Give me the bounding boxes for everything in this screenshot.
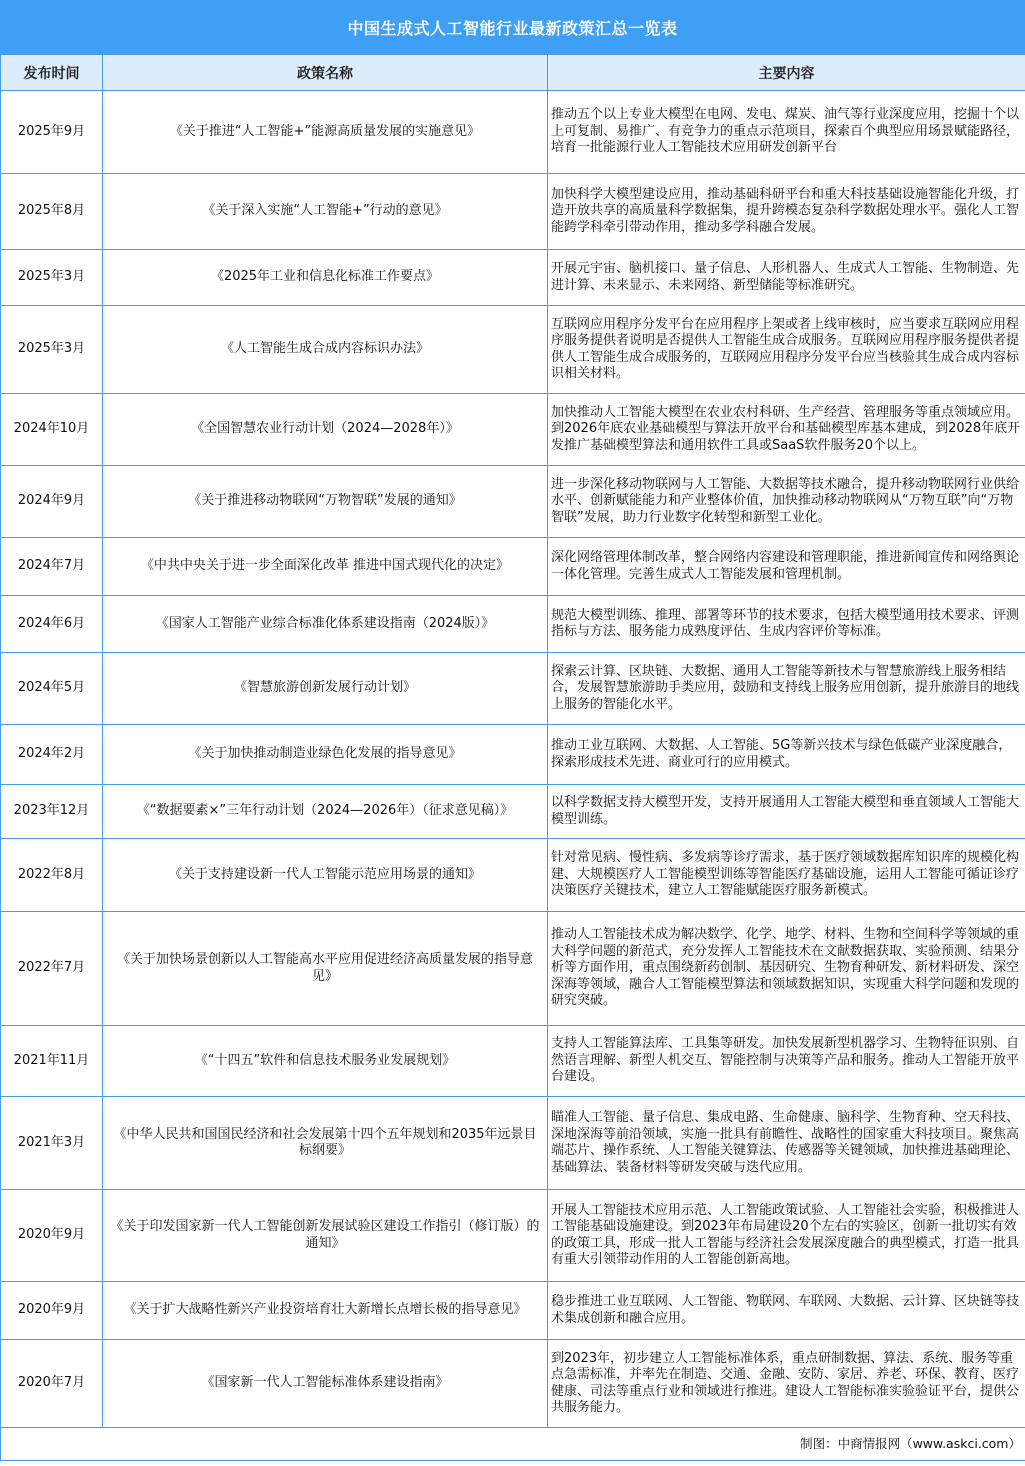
- policy-date: 2024年6月: [1, 596, 103, 653]
- column-header-date: 发布时间: [1, 55, 103, 91]
- policy-date: 2025年9月: [1, 91, 103, 174]
- table-row: [1, 91, 1025, 174]
- policy-content: 稳步推进工业互联网、人工智能、物联网、车联网、大数据、云计算、区块链等技术集成创新和融合应用。: [548, 1282, 1025, 1340]
- table-row: [1, 1097, 1025, 1190]
- policy-date: 2023年12月: [1, 785, 103, 839]
- table-row: [1, 538, 1025, 596]
- policy-date: 2020年9月: [1, 1282, 103, 1340]
- policy-name: 《2025年工业和信息化标准工作要点》: [103, 250, 548, 306]
- policy-name: 《智慧旅游创新发展行动计划》: [103, 653, 548, 725]
- policy-content: 支持人工智能算法库、工具集等研发。加快发展新型机器学习、生物特征识别、自然语言理解、新型人机交互、智能控制与决策等产品和服务。推动人工智能开放平台建设。: [548, 1026, 1025, 1097]
- policy-name: 《关于深入实施“人工智能+”行动的意见》: [103, 174, 548, 250]
- policy-content: 规范大模型训练、推理、部署等环节的技术要求，包括大模型通用技术要求、评测指标与方法、服务能力成熟度评估、生成内容评价等标准。: [548, 596, 1025, 653]
- table-row: [1, 250, 1025, 306]
- policy-name: 《关于扩大战略性新兴产业投资培育壮大新增长点增长极的指导意见》: [103, 1282, 548, 1340]
- policy-name: 《关于加快推动制造业绿色化发展的指导意见》: [103, 725, 548, 785]
- table-row: [1, 1190, 1025, 1282]
- policy-name: 《“数据要素×”三年行动计划（2024—2026年）（征求意见稿）》: [103, 785, 548, 839]
- policy-name: 《关于加快场景创新以人工智能高水平应用促进经济高质量发展的指导意见》: [103, 912, 548, 1026]
- policy-date: 2020年9月: [1, 1190, 103, 1282]
- table-row: [1, 466, 1025, 538]
- table-row: [1, 1340, 1025, 1428]
- policy-content: 加快推动人工智能大模型在农业农村科研、生产经营、管理服务等重点领域应用。到2026年底农业基础模型与算法开放平台和基础模型库基本建成，到2028年底开发推广基础模型算法和通用软件工具或SaaS软件服务20个以上。: [548, 394, 1025, 466]
- policy-content: 加快科学大模型建设应用，推动基础科研平台和重大科技基础设施智能化升级，打造开放共享的高质量科学数据集，提升跨模态复杂科学数据处理水平。强化人工智能跨学科牵引带动作用，推动多学科融合发展。: [548, 174, 1025, 250]
- table-row: [1, 653, 1025, 725]
- policy-date: 2022年8月: [1, 839, 103, 912]
- policy-name: 《人工智能生成合成内容标识办法》: [103, 306, 548, 394]
- policy-content: 互联网应用程序分发平台在应用程序上架或者上线审核时，应当要求互联网应用程序服务提供者说明是否提供人工智能生成合成服务。互联网应用程序服务提供者提供人工智能生成合成服务的，互联网应用程序分发平台应当核验其生成合成内容标识相关材料。: [548, 306, 1025, 394]
- policy-date: 2024年2月: [1, 725, 103, 785]
- column-header-policy-name: 政策名称: [103, 55, 548, 91]
- table-row: [1, 394, 1025, 466]
- policy-date: 2024年10月: [1, 394, 103, 466]
- policy-name: 《关于推进“人工智能+”能源高质量发展的实施意见》: [103, 91, 548, 174]
- table-row: [1, 174, 1025, 250]
- policy-content: 瞄准人工智能、量子信息、集成电路、生命健康、脑科学、生物育种、空天科技、深地深海等前沿领域，实施一批具有前瞻性、战略性的国家重大科技项目。聚焦高端芯片、操作系统、人工智能关键算法、传感器等关键领域，加快推进基础理论、基础算法、装备材料等研发突破与迭代应用。: [548, 1097, 1025, 1190]
- policy-date: 2020年7月: [1, 1340, 103, 1428]
- policy-date: 2021年3月: [1, 1097, 103, 1190]
- policy-content: 深化网络管理体制改革，整合网络内容建设和管理职能，推进新闻宣传和网络舆论一体化管理。完善生成式人工智能发展和管理机制。: [548, 538, 1025, 596]
- table-row: [1, 1026, 1025, 1097]
- table-header-row: [1, 55, 1025, 91]
- policy-content: 推动人工智能技术成为解决数学、化学、地学、材料、生物和空间科学等领域的重大科学问题的新范式，充分发挥人工智能技术在文献数据获取、实验预测、结果分析等方面作用，重点围绕新药创制、基因研究、生物育种研发、新材料研发、深空深海等领域，融合人工智能模型算法和领域数据知识，实现重大科学问题和发现的研究突破。: [548, 912, 1025, 1026]
- policy-date: 2025年8月: [1, 174, 103, 250]
- policy-name: 《全国智慧农业行动计划（2024—2028年）》: [103, 394, 548, 466]
- policy-content: 针对常见病、慢性病、多发病等诊疗需求，基于医疗领域数据库知识库的规模化构建、大规模医疗人工智能模型训练等智能医疗基础设施，运用人工智能可循证诊疗决策医疗关键技术，建立人工智能赋能医疗服务新模式。: [548, 839, 1025, 912]
- policy-name: 《中华人民共和国国民经济和社会发展第十四个五年规划和2035年远景目标纲要》: [103, 1097, 548, 1190]
- table-row: [1, 306, 1025, 394]
- policy-name: 《关于印发国家新一代人工智能创新发展试验区建设工作指引（修订版）的通知》: [103, 1190, 548, 1282]
- policy-content: 到2023年，初步建立人工智能标准体系，重点研制数据、算法、系统、服务等重点急需标准，并率先在制造、交通、金融、安防、家居、养老、环保、教育、医疗健康、司法等重点行业和领域进行推进。建设人工智能标准实验验证平台，提供公共服务能力。: [548, 1340, 1025, 1428]
- policy-date: 2025年3月: [1, 306, 103, 394]
- policy-content: 开展元宇宙、脑机接口、量子信息、人形机器人、生成式人工智能、生物制造、先进计算、未来显示、未来网络、新型储能等标准研究。: [548, 250, 1025, 306]
- policy-name: 《“十四五”软件和信息技术服务业发展规划》: [103, 1026, 548, 1097]
- policy-name: 《国家新一代人工智能标准体系建设指南》: [103, 1340, 548, 1428]
- policy-name: 《关于推进移动物联网“万物智联”发展的通知》: [103, 466, 548, 538]
- table-row: [1, 785, 1025, 839]
- policy-date: 2025年3月: [1, 250, 103, 306]
- table-row: [1, 596, 1025, 653]
- policy-content: 探索云计算、区块链、大数据、通用人工智能等新技术与智慧旅游线上服务相结合，发展智慧旅游助手类应用，鼓励和支持线上服务应用创新，提升旅游目的地线上服务的智能化水平。: [548, 653, 1025, 725]
- table-row: [1, 912, 1025, 1026]
- policy-name: 《中共中央关于进一步全面深化改革 推进中国式现代化的决定》: [103, 538, 548, 596]
- page-title: 中国生成式人工智能行业最新政策汇总一览表: [0, 0, 1025, 54]
- source-credit: 制图：中商情报网（www.askci.com）: [1, 1428, 1025, 1461]
- policy-date: 2022年7月: [1, 912, 103, 1026]
- policy-name: 《关于支持建设新一代人工智能示范应用场景的通知》: [103, 839, 548, 912]
- policy-date: 2024年7月: [1, 538, 103, 596]
- policy-content: 开展人工智能技术应用示范、人工智能政策试验、人工智能社会实验，积极推进人工智能基础设施建设。到2023年布局建设20个左右的实验区，创新一批切实有效的政策工具，形成一批人工智能与经济社会发展深度融合的典型模式，打造一批具有重大引领带动作用的人工智能创新高地。: [548, 1190, 1025, 1282]
- footer-row: [1, 1428, 1025, 1461]
- table-row: [1, 725, 1025, 785]
- policy-content: 进一步深化移动物联网与人工智能、大数据等技术融合，提升移动物联网行业供给水平、创新赋能能力和产业整体价值，加快推动移动物联网从“万物互联”向“万物智联”发展，助力行业数字化转型和新型工业化。: [548, 466, 1025, 538]
- policy-content: 以科学数据支持大模型开发，支持开展通用人工智能大模型和垂直领域人工智能大模型训练。: [548, 785, 1025, 839]
- table-row: [1, 839, 1025, 912]
- policy-content: 推动五个以上专业大模型在电网、发电、煤炭、油气等行业深度应用，挖掘十个以上可复制、易推广、有竞争力的重点示范项目，探索百个典型应用场景赋能路径，培育一批能源行业人工智能技术应用研发创新平台: [548, 91, 1025, 174]
- policy-name: 《国家人工智能产业综合标准化体系建设指南（2024版）》: [103, 596, 548, 653]
- column-header-main-content: 主要内容: [548, 55, 1025, 91]
- table-row: [1, 1282, 1025, 1340]
- policy-date: 2024年9月: [1, 466, 103, 538]
- policy-content: 推动工业互联网、大数据、人工智能、5G等新兴技术与绿色低碳产业深度融合，探索形成技术先进、商业可行的应用模式。: [548, 725, 1025, 785]
- policy-date: 2021年11月: [1, 1026, 103, 1097]
- policy-date: 2024年5月: [1, 653, 103, 725]
- policy-table: [0, 54, 1025, 1461]
